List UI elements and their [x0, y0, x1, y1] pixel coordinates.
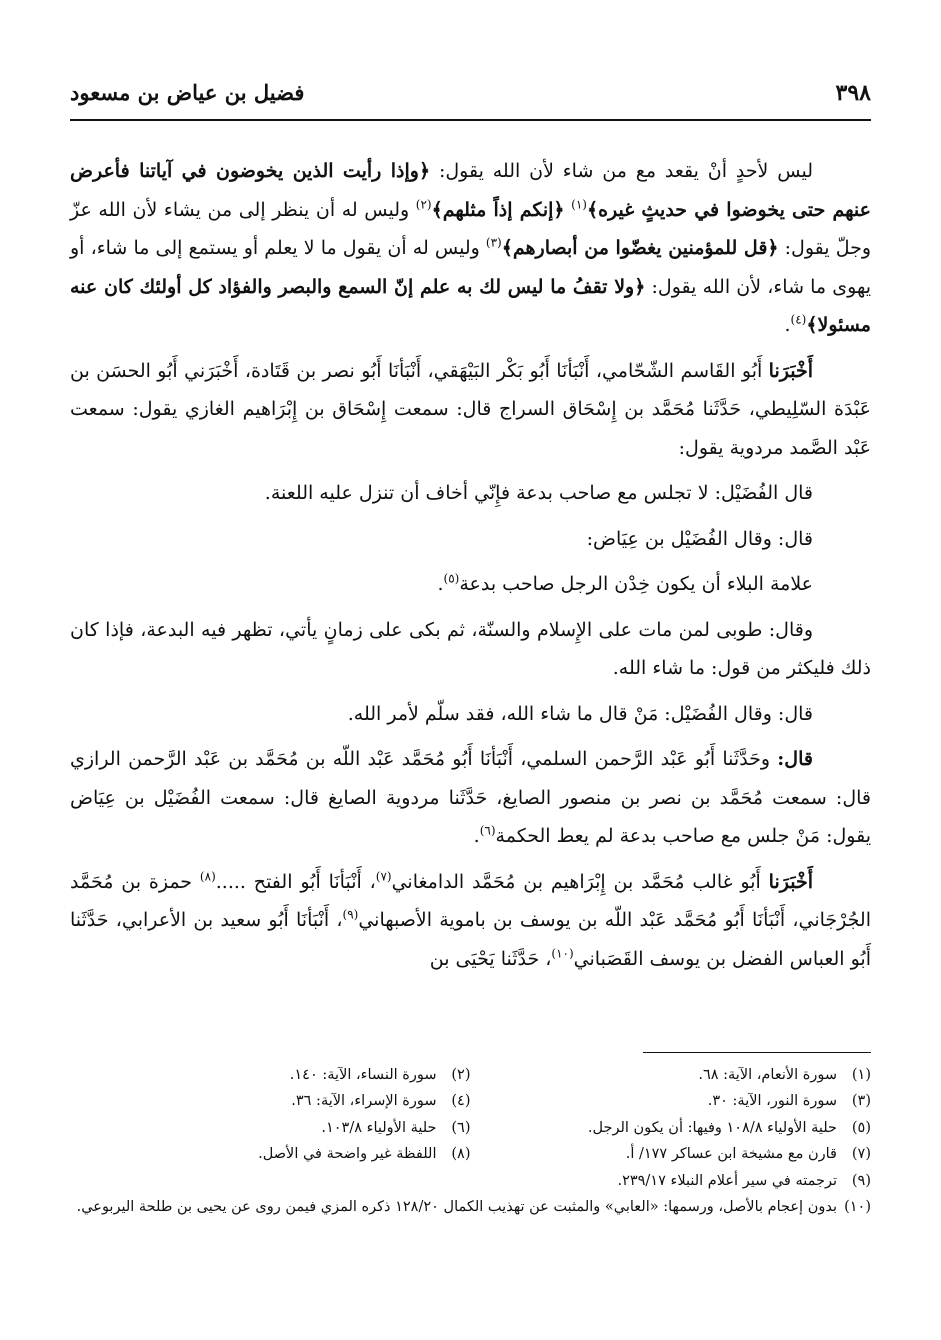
footnote-2: [70, 1062, 471, 1088]
footnote-number: (٦): [451, 1119, 471, 1136]
main-text: [70, 152, 871, 985]
footnote-text: حلية الأولياء ١٠٣/٨.: [321, 1119, 437, 1136]
paragraph-7: قال: وقال الفُضَيْل: مَنْ قال ما شاء الله، فقد سلّم لأمر الله.: [347, 702, 813, 725]
text-span: وليس له أن يقول ما لا يعلم أو يستمع إلى ما شاء، أو يهوى ما شاء، لأن الله يقول:: [70, 237, 871, 298]
footnote-ref-3[interactable]: (٣): [485, 235, 502, 250]
footnote-number: (١٠): [844, 1199, 871, 1216]
footnote-row: [70, 1115, 871, 1141]
paragraph-6: وقال: طوبى لمن مات على الإِسلام والسنّة، ثم بكى على زمانٍ يأتي، تظهر فيه البدعة، فإذا كان ذلك فليكثر من قول: ما شاء الله.: [70, 618, 871, 679]
text-span: وحَدَّثَنا أَبُو عَبْد الرَّحمن السلمي، أَنْبَأنَا أَبُو مُحَمَّد عَبْد اللّه بن مُحَمَّد بن عَبْد الرَّحمن الرازي قال: سمعت مُحَمَّد بن نصر بن منصور الصايغ، حَدَّثَنا مردوية الصايغ قال: سمعت الفُضَيْل بن عِيَاض يقول: مَنْ جلس مع صاحب بدعة لم يعط الحكمة: [70, 748, 871, 847]
footnotes: [70, 1062, 871, 1220]
footnote-row: [70, 1168, 871, 1194]
footnote-row: [70, 1141, 871, 1167]
page-number: ٣٩٨: [835, 80, 871, 106]
quran-quote: ﴿ولا تقفُ ما ليس لك به علم إنّ السمع والبصر والفؤاد كل أولئك كان عنه مسئولا﴾: [70, 275, 871, 336]
footnote-text: سورة الإسراء، الآية: ٣٦.: [291, 1093, 437, 1110]
footnote-8: [70, 1141, 471, 1167]
footnote-number: (٧): [851, 1146, 871, 1163]
footnote-row: [70, 1062, 871, 1088]
footnote-ref-7[interactable]: (٧): [375, 869, 392, 884]
paragraph-4: قال: وقال الفُضَيْل بن عِيَاض:: [586, 527, 813, 550]
footnote-text: سورة الأنعام، الآية: ٦٨.: [698, 1067, 837, 1083]
paragraph-5: [70, 565, 871, 604]
footnote-text: سورة النساء، الآية: ١٤٠.: [289, 1067, 437, 1083]
paragraph-3: قال الفُضَيْل: لا تجلس مع صاحب بدعة فإِنّي أخاف أن تنزل عليه اللعنة.: [264, 482, 813, 504]
isnad-lead: قال:: [777, 748, 813, 770]
footnote-7: [471, 1141, 872, 1167]
isnad-lead: أَخْبَرَنا: [768, 359, 813, 382]
footnote-text: ترجمته في سير أعلام النبلاء ٢٣٩/١٧.: [617, 1172, 837, 1189]
text-span: علامة البلاء أن يكون خِدْن الرجل صاحب بدعة: [459, 573, 813, 595]
footnote-ref-1[interactable]: (١): [571, 197, 587, 212]
footnote-text: قارن مع مشيخة ابن عساكر ١٧٧/ أ.: [625, 1146, 837, 1163]
footnote-number: (٢): [451, 1067, 471, 1083]
paragraph-1: [70, 152, 871, 345]
footnote-ref-6[interactable]: (٦): [479, 823, 496, 838]
text-span: أَبُو غالب مُحَمَّد بن إِبْرَاهيم بن مُحَمَّد الدامغاني: [391, 870, 769, 893]
footnote-row: [70, 1088, 871, 1114]
footnote-number: (٨): [451, 1146, 471, 1163]
text-span: .: [473, 825, 480, 847]
paragraph-9: [70, 863, 871, 979]
running-header: [70, 80, 871, 114]
paragraph-8: [70, 740, 871, 856]
text-span: أَبُو القَاسم الشّحّامي، أَنْبَأنَا أَبُو بَكْر البَيْهَقي، أَنْبَأنَا أَبُو نصر بن قَتَادة، أَخْبَرَني أَبُو الحسَن بن عَبْدَة السّلِيطي، حَدَّثَنا مُحَمَّد بن إِسْحَاق السراج قال: سمعت إِسْحَاق بن إِبْرَاهيم الغازي يقول: سمعت عَبْد الصَّمد مردوية يقول:: [70, 359, 871, 459]
footnote-text: اللفظة غير واضحة في الأصل.: [258, 1146, 437, 1163]
footnote-number: (٣): [851, 1093, 871, 1110]
footnote-ref-2[interactable]: (٢): [415, 197, 432, 212]
paragraph-2: [70, 352, 871, 468]
footnote-1: [471, 1062, 872, 1088]
text-span: .: [437, 573, 444, 595]
footnote-text: بدون إعجام بالأصل، ورسمها: «العابي» والمثبت عن تهذيب الكمال ١٢٨/٢٠ ذكره المزي فيمن روى عن يحيى بن طلحة اليربوعي.: [76, 1199, 837, 1216]
footnote-row: [70, 1194, 871, 1220]
footnote-number: (٥): [851, 1119, 871, 1136]
footnote-6: [70, 1115, 471, 1141]
text-span: وليس له أن ينظر إلى من يشاء لأن الله عزّ وجلّ يقول:: [70, 198, 871, 259]
footnote-number: (٩): [851, 1172, 871, 1189]
quran-quote: ﴿إنكم إذاً مثلهم﴾: [431, 198, 565, 221]
footnote-10: [77, 1194, 871, 1220]
footnote-ref-5[interactable]: (٥): [443, 571, 460, 586]
running-title: فضيل بن عياض بن مسعود: [70, 80, 305, 105]
footnote-text: سورة النور، الآية: ٣٠.: [707, 1093, 837, 1110]
text-span: ، حَدَّثَنا يَحْيَى بن: [429, 947, 552, 970]
text-span: ، أَنْبَأنَا أَبُو الفتح .....: [215, 870, 376, 893]
footnote-text: حلية الأولياء ١٠٨/٨ وفيها: أن يكون الرجل.: [587, 1119, 837, 1136]
footnote-rule: [643, 1052, 871, 1053]
footnote-5: [471, 1115, 872, 1141]
quran-quote: ﴿قل للمؤمنين يغضّوا من أبصارهم﴾: [501, 237, 779, 259]
footnote-ref-4[interactable]: (٤): [790, 312, 807, 327]
footnote-3: [471, 1088, 872, 1114]
footnote-ref-8[interactable]: (٨): [199, 869, 216, 884]
text-span: .: [784, 314, 791, 336]
text-span: ، أَنْبَأنَا أَبُو سعيد بن الأعرابي، حَدَّثَنا أَبُو العباس الفضل بن يوسف القَصَباني: [70, 909, 871, 970]
text-span: حمزة بن مُحَمَّد الجُرْجَاني، أَنْبَأنَا أَبُو مُحَمَّد عَبْد اللّه بن يوسف بن باموية الأصبهاني: [70, 870, 871, 931]
footnote-number: (٤): [451, 1093, 471, 1110]
footnote-9: [471, 1168, 872, 1194]
isnad-lead: أَخْبَرَنا: [768, 870, 813, 893]
quran-quote: ﴿وإذا رأيت الذين يخوضون في آياتنا فأعرض عنهم حتى يخوضوا في حديثٍ غيره﴾: [70, 160, 872, 221]
footnote-ref-10[interactable]: (١٠): [551, 946, 574, 961]
footnote-ref-9[interactable]: (٩): [342, 907, 359, 922]
text-span: ليس لأحدٍ أنْ يقعد مع من شاء لأن الله يقول:: [430, 160, 813, 182]
footnote-number: (١): [851, 1067, 871, 1083]
footnote-4: [70, 1088, 471, 1114]
header-rule: [70, 119, 871, 121]
